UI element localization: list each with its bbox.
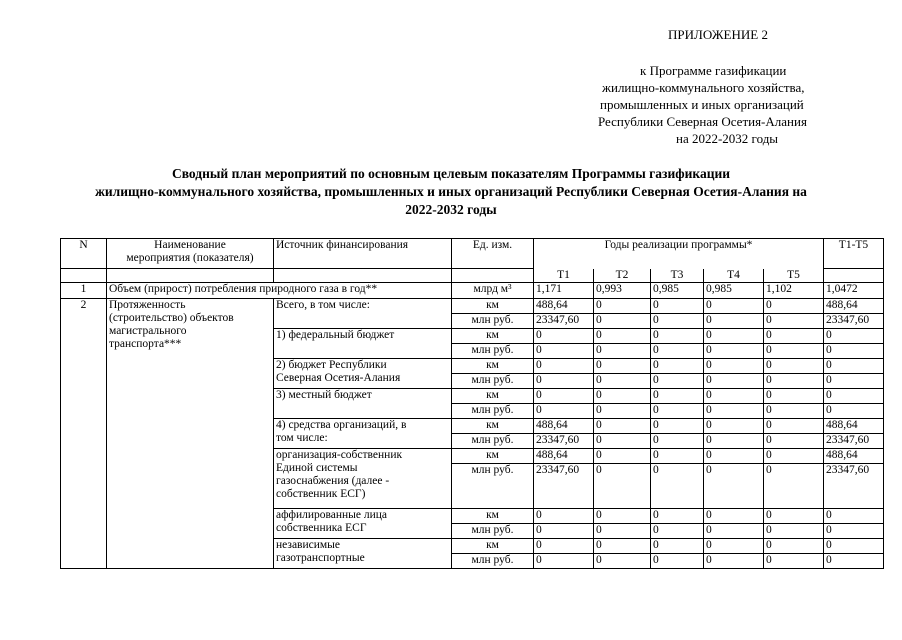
unit-cell: млрд м³ xyxy=(452,283,534,299)
value-cell: 0 xyxy=(534,344,594,359)
value-cell: 0,985 xyxy=(651,283,704,299)
value-cell: 0 xyxy=(704,419,764,434)
value-cell: 0 xyxy=(534,329,594,344)
value-cell: 0 xyxy=(651,464,704,509)
value-cell: 0 xyxy=(651,374,704,389)
value-cell: 0 xyxy=(764,449,824,464)
unit-cell: км xyxy=(452,299,534,314)
value-cell: 0,985 xyxy=(704,283,764,299)
unit-cell: км xyxy=(452,419,534,434)
unit-cell: млн руб. xyxy=(452,374,534,389)
value-cell: 0 xyxy=(594,419,651,434)
value-cell: 0 xyxy=(764,419,824,434)
value-cell: 0 xyxy=(534,359,594,374)
period-header: Т4 xyxy=(704,269,764,283)
value-cell: 0 xyxy=(824,389,884,404)
value-cell: 0 xyxy=(704,449,764,464)
value-cell: 23347,60 xyxy=(824,314,884,329)
value-cell: 23347,60 xyxy=(824,464,884,509)
value-cell: 0 xyxy=(704,299,764,314)
value-cell: 0 xyxy=(764,464,824,509)
value-cell: 0 xyxy=(824,344,884,359)
targets-table xyxy=(60,238,884,569)
unit-cell: км xyxy=(452,449,534,464)
value-cell: 0 xyxy=(824,329,884,344)
value-cell: 0 xyxy=(594,359,651,374)
value-cell: 0 xyxy=(594,554,651,569)
value-cell: 0 xyxy=(651,554,704,569)
unit-cell: млн руб. xyxy=(452,464,534,509)
period-header: Т3 xyxy=(651,269,704,283)
value-cell: 0 xyxy=(764,509,824,524)
header-total: Т1-Т5 xyxy=(824,239,884,269)
source-cell: 2) бюджет Республики Северная Осетия-Алания xyxy=(274,359,452,389)
header-n: N xyxy=(61,239,107,269)
value-cell: 0 xyxy=(764,359,824,374)
header-unit: Ед. изм. xyxy=(452,239,534,269)
value-cell: 0 xyxy=(534,539,594,554)
value-cell: 0 xyxy=(824,404,884,419)
unit-cell: млн руб. xyxy=(452,344,534,359)
document-title: жилищно-коммунального хозяйства, промышленных и иных организаций Республики Северная Осетия-Алания на xyxy=(95,184,807,199)
source-cell: 4) средства организаций, в том числе: xyxy=(274,419,452,449)
row-number: 2 xyxy=(61,299,107,569)
value-cell: 0 xyxy=(764,329,824,344)
value-cell: 23347,60 xyxy=(534,434,594,449)
value-cell: 0 xyxy=(594,344,651,359)
value-cell: 0 xyxy=(704,329,764,344)
value-cell: 488,64 xyxy=(534,449,594,464)
value-cell: 0 xyxy=(651,389,704,404)
source-cell: организация-собственник Единой системы газоснабжения (далее - собственник ЕСГ) xyxy=(274,449,452,509)
value-cell: 0 xyxy=(704,374,764,389)
source-cell: 1) федеральный бюджет xyxy=(274,329,452,359)
value-cell: 0 xyxy=(534,374,594,389)
value-cell: 0 xyxy=(824,509,884,524)
value-cell: 0 xyxy=(594,314,651,329)
source-cell: независимые газотранспортные xyxy=(274,539,452,569)
value-cell: 1,171 xyxy=(534,283,594,299)
value-cell: 0 xyxy=(764,554,824,569)
value-cell: 0 xyxy=(594,509,651,524)
value-cell: 0 xyxy=(594,434,651,449)
value-cell: 0 xyxy=(594,329,651,344)
header-years: Годы реализации программы* xyxy=(534,239,824,269)
period-header: Т1 xyxy=(534,269,594,283)
value-cell: 0 xyxy=(704,509,764,524)
value-cell: 0 xyxy=(594,449,651,464)
value-cell: 0 xyxy=(704,359,764,374)
header-line: Республики Северная Осетия-Алания xyxy=(598,114,807,129)
value-cell: 0 xyxy=(704,404,764,419)
source-cell: 3) местный бюджет xyxy=(274,389,452,419)
value-cell: 0 xyxy=(704,434,764,449)
source-cell: аффилированные лица собственника ЕСГ xyxy=(274,509,452,539)
value-cell: 1,102 xyxy=(764,283,824,299)
unit-cell: км xyxy=(452,539,534,554)
value-cell: 0 xyxy=(651,539,704,554)
header-line: на 2022-2032 годы xyxy=(676,131,779,146)
value-cell: 0 xyxy=(651,434,704,449)
document-title: Сводный план мероприятий по основным целевым показателям Программы газификации xyxy=(171,166,731,181)
value-cell: 488,64 xyxy=(534,419,594,434)
value-cell: 0 xyxy=(651,404,704,419)
unit-cell: млн руб. xyxy=(452,434,534,449)
unit-cell: млн руб. xyxy=(452,554,534,569)
value-cell: 0 xyxy=(594,464,651,509)
value-cell: 0,993 xyxy=(594,283,651,299)
value-cell: 0 xyxy=(594,539,651,554)
value-cell: 0 xyxy=(704,524,764,539)
value-cell: 0 xyxy=(704,554,764,569)
value-cell: 488,64 xyxy=(534,299,594,314)
value-cell: 0 xyxy=(594,299,651,314)
value-cell: 0 xyxy=(764,434,824,449)
period-header: Т2 xyxy=(594,269,651,283)
value-cell: 0 xyxy=(651,344,704,359)
unit-cell: км xyxy=(452,359,534,374)
value-cell: 488,64 xyxy=(824,419,884,434)
header-name: Наименование мероприятия (показателя) xyxy=(107,239,274,269)
source-cell: Всего, в том числе: xyxy=(274,299,452,329)
value-cell: 0 xyxy=(651,314,704,329)
unit-cell: км xyxy=(452,509,534,524)
value-cell: 0 xyxy=(594,524,651,539)
value-cell: 0 xyxy=(651,524,704,539)
header-line: к Программе газификации xyxy=(640,63,787,78)
value-cell: 0 xyxy=(764,374,824,389)
value-cell: 0 xyxy=(824,359,884,374)
value-cell: 23347,60 xyxy=(534,314,594,329)
value-cell: 0 xyxy=(594,374,651,389)
value-cell: 0 xyxy=(534,554,594,569)
row-name: Объем (прирост) потребления природного газа в год** xyxy=(107,283,452,299)
value-cell: 0 xyxy=(764,539,824,554)
value-cell: 1,0472 xyxy=(824,283,884,299)
value-cell: 488,64 xyxy=(824,299,884,314)
document-title: 2022-2032 годы xyxy=(405,202,497,217)
value-cell: 0 xyxy=(764,344,824,359)
row-number: 1 xyxy=(61,283,107,299)
value-cell: 23347,60 xyxy=(534,464,594,509)
header-line: промышленных и иных организаций xyxy=(600,97,804,112)
value-cell: 0 xyxy=(594,404,651,419)
header-line: жилищно-коммунального хозяйства, xyxy=(602,80,805,95)
value-cell: 0 xyxy=(824,539,884,554)
value-cell: 0 xyxy=(704,389,764,404)
value-cell: 0 xyxy=(651,299,704,314)
appendix-label: ПРИЛОЖЕНИЕ 2 xyxy=(668,27,768,42)
value-cell: 0 xyxy=(534,524,594,539)
value-cell: 0 xyxy=(651,419,704,434)
value-cell: 0 xyxy=(704,314,764,329)
value-cell: 0 xyxy=(824,524,884,539)
value-cell: 23347,60 xyxy=(824,434,884,449)
row-name: Протяженность (строительство) объектов магистрального транспорта*** xyxy=(107,299,274,569)
value-cell: 0 xyxy=(704,539,764,554)
value-cell: 0 xyxy=(764,314,824,329)
value-cell: 0 xyxy=(764,389,824,404)
unit-cell: млн руб. xyxy=(452,404,534,419)
header-source: Источник финансирования xyxy=(274,239,452,269)
unit-cell: млн руб. xyxy=(452,524,534,539)
value-cell: 0 xyxy=(764,524,824,539)
value-cell: 0 xyxy=(534,509,594,524)
value-cell: 0 xyxy=(764,299,824,314)
unit-cell: км xyxy=(452,389,534,404)
value-cell: 0 xyxy=(704,344,764,359)
value-cell: 0 xyxy=(824,374,884,389)
value-cell: 0 xyxy=(534,389,594,404)
value-cell: 0 xyxy=(824,554,884,569)
unit-cell: млн руб. xyxy=(452,314,534,329)
value-cell: 0 xyxy=(651,329,704,344)
value-cell: 0 xyxy=(651,509,704,524)
value-cell: 0 xyxy=(651,449,704,464)
value-cell: 0 xyxy=(594,389,651,404)
value-cell: 0 xyxy=(764,404,824,419)
unit-cell: км xyxy=(452,329,534,344)
value-cell: 488,64 xyxy=(824,449,884,464)
value-cell: 0 xyxy=(651,359,704,374)
value-cell: 0 xyxy=(704,464,764,509)
value-cell: 0 xyxy=(534,404,594,419)
period-header: Т5 xyxy=(764,269,824,283)
